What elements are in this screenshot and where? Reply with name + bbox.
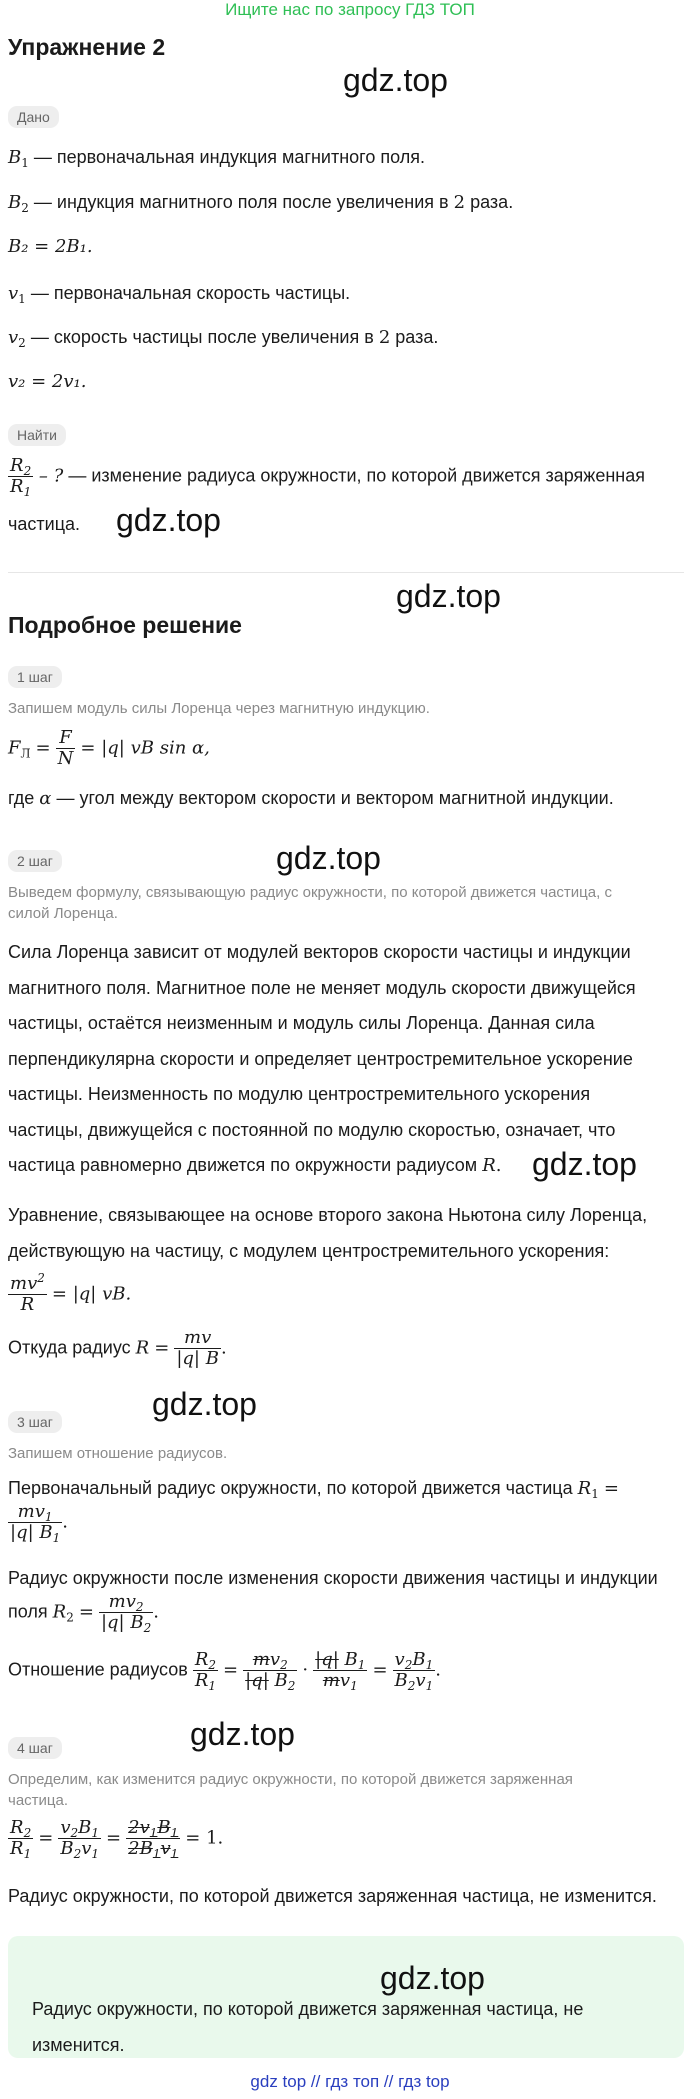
final-ratio: $\frac{R_2}{R_1}$ = $\frac{v_2B_1}{B_2v_1}$ = $\frac{2v_1B_1}{2B_1v_1}$ = 1. (10, 1817, 224, 1861)
divider (8, 572, 684, 573)
watermark: gdz.top (190, 1716, 295, 1752)
given-line-2: $B_2$ — индукция магнитного поля после увеличения в 2 раза. (8, 192, 514, 215)
newton-equation: $\frac{mv^2}{R}$ = |q| vB. (10, 1271, 132, 1315)
given-line-4: $v_1$ — первоначальная скорость частицы. (8, 283, 351, 306)
step-hint: Запишем модуль силы Лоренца через магнитную индукцию. (8, 700, 430, 717)
watermark: gdz.top (116, 502, 221, 538)
conclusion: Радиус окружности, по которой движется заряженная частица, не изменится. (8, 1886, 657, 1906)
newton-paragraph: Уравнение, связывающее на основе второго закона Ньютона силу Лоренца, действующую на частицу, с модулем центростремительного ускорения: (8, 1205, 648, 1261)
step-hint: частица. (8, 1792, 69, 1809)
given-line-6: v₂ = 2v₁. (8, 371, 87, 392)
initial-radius-formula: $\frac{mv_1}{|q| B_1}$ . (10, 1501, 68, 1545)
watermark: gdz.top (343, 62, 448, 98)
given-line-5: $v_2$ — скорость частицы после увеличения в 2 раза. (8, 327, 439, 350)
solution-title: Подробное решение (8, 612, 242, 638)
new-radius: Радиус окружности после изменения скорости движения частицы и индукции (8, 1568, 658, 1588)
step-hint: Запишем отношение радиусов. (8, 1445, 228, 1462)
given-tag: Дано (8, 106, 59, 128)
given-line-1: $B_1$ — первоначальная индукция магнитного поля. (8, 147, 425, 170)
watermark: gdz.top (532, 1146, 637, 1182)
explanation-paragraph: Сила Лоренца зависит от модулей векторов скорости частицы и индукции магнитного поля. Магнитное поле не меняет модуль скорости движущейся частицы, остаётся неизменным и модуль силы Лоренца. Данная сила перпендикулярна скорости и определяет центростремительное ускорение частицы. Неизменность по модулю центростремительного ускорения частицы, движущейся с постоянной по модулю скоростью, означает, что частица равномерно движется по окружности радиусом R. (8, 942, 636, 1176)
initial-radius: Первоначальный радиус окружности, по которой движется частица $R_1$ = (8, 1478, 619, 1501)
watermark: gdz.top (380, 1960, 485, 1996)
step-hint: Определим, как изменится радиус окружности, по которой движется заряженная (8, 1771, 573, 1788)
find-line-2: частица. (8, 514, 81, 534)
watermark: gdz.top (276, 840, 381, 876)
alpha-definition: где α — угол между вектором скорости и вектором магнитной индукции. (8, 788, 614, 809)
find-line: $\frac{R_2}{R_1}$ – ? — изменение радиуса окружности, по которой движется заряженная (10, 455, 645, 499)
radius-ratio: Отношение радиусов $\frac{R_2}{R_1}$ = $\frac{mv_2}{|q| B_2}$ · $\frac{|q| B_1}{mv_1}$ = $\frac{v_2B_1}{B_2v_1}$ . (8, 1649, 441, 1693)
radius-formula: Откуда радиус R = $\frac{mv}{|q| B}$ . (8, 1327, 227, 1369)
step-tag: 4 шаг (8, 1737, 62, 1759)
exercise-title: Упражнение 2 (8, 34, 166, 60)
promo-banner[interactable]: Ищите нас по запросу ГДЗ ТОП (225, 0, 475, 19)
step-tag: 1 шаг (8, 666, 62, 688)
given-line-3: B₂ = 2B₁. (8, 236, 93, 257)
lorentz-formula: $F_Л$ = $\frac{F}{N}$ = |q| vB sin α, (8, 727, 210, 769)
watermark: gdz.top (396, 578, 501, 614)
step-tag: 2 шаг (8, 850, 62, 872)
step-hint: силой Лоренца. (8, 905, 118, 922)
find-tag: Найти (8, 424, 66, 446)
step-hint: Выведем формулу, связывающую радиус окружности, по которой движется частица, с (8, 884, 612, 901)
watermark: gdz.top (152, 1386, 257, 1422)
footer-links[interactable]: gdz top // гдз топ // гдз top (250, 2072, 450, 2091)
step-tag: 3 шаг (8, 1411, 62, 1433)
answer-text: Радиус окружности, по которой движется заряженная частица, не изменится. (32, 1999, 584, 2055)
new-radius-formula: поля $R_2$ = $\frac{mv_2}{|q| B_2}$ . (8, 1591, 159, 1635)
